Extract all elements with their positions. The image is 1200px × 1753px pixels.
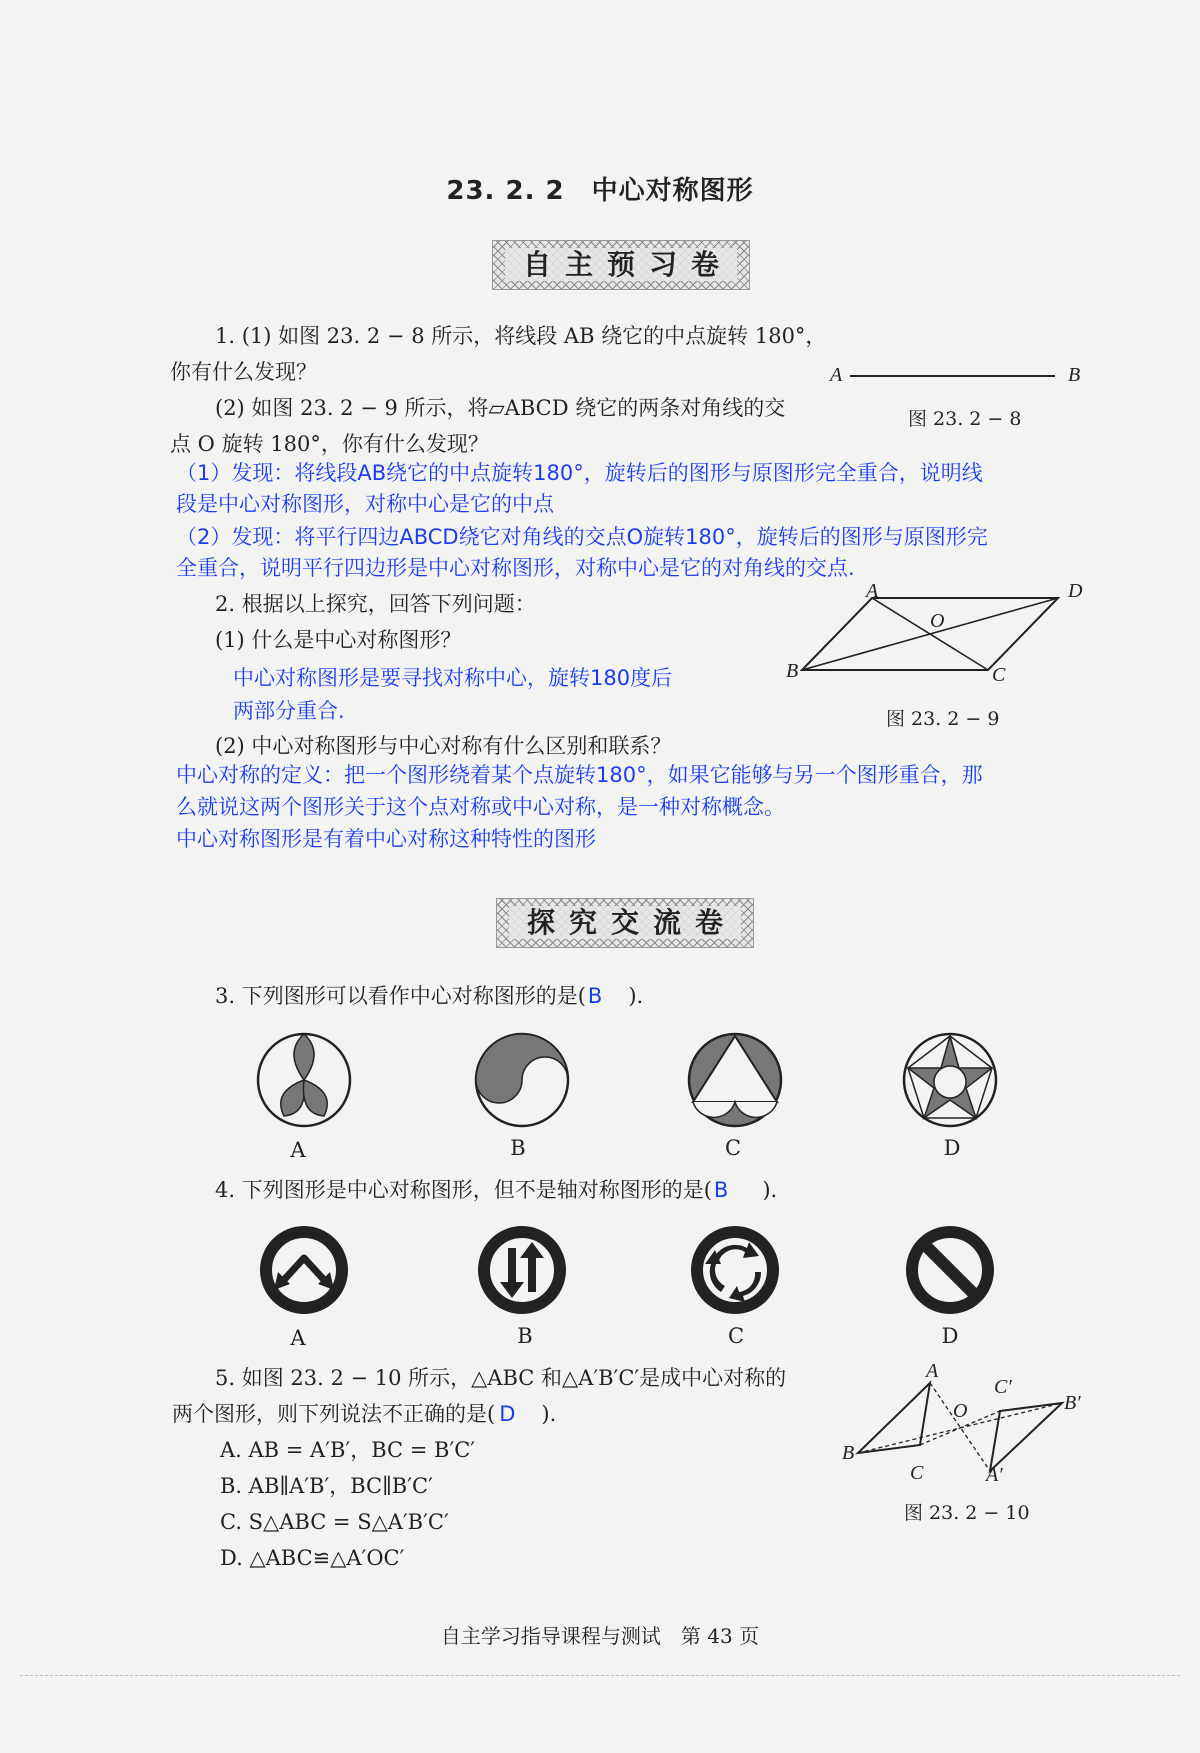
fig9-caption: 图 23. 2 − 9 bbox=[886, 708, 1000, 730]
q3-option-a-label: A bbox=[290, 1138, 306, 1162]
q2-line1: 2. 根据以上探究，回答下列问题： bbox=[215, 592, 536, 616]
q2-answer1b: 两部分重合. bbox=[233, 699, 345, 723]
q3-stem-after: ). bbox=[628, 984, 644, 1008]
q1-line2: 你有什么发现？ bbox=[170, 360, 317, 384]
q3-option-a-figure bbox=[254, 1030, 354, 1130]
q3-option-c-figure bbox=[685, 1030, 785, 1130]
q1-answer-2b: 全重合，说明平行四边形是中心对称图形，对称中心是它的对角线的交点. bbox=[176, 556, 855, 580]
q2-sub2: (2) 中心对称图形与中心对称有什么区别和联系？ bbox=[215, 734, 672, 758]
q4-stem bbox=[215, 1172, 777, 1208]
fig10-label-a1: A′ bbox=[986, 1464, 1003, 1486]
q4-option-a-label: A bbox=[290, 1326, 306, 1350]
q5-answer: D bbox=[499, 1402, 516, 1426]
q4-answer: B bbox=[713, 1178, 729, 1202]
section-banner-explore bbox=[496, 898, 754, 948]
q4-stem-after: ). bbox=[762, 1178, 778, 1202]
fig9-label-c: C bbox=[992, 664, 1006, 686]
fig9-label-o: O bbox=[930, 610, 945, 632]
q5-option-b: B. AB∥A′B′，BC∥B′C′ bbox=[220, 1474, 433, 1498]
q1-answer-1a: （1）发现：将线段AB绕它的中点旋转180°，旋转后的图形与原图形完全重合，说明线 bbox=[176, 461, 983, 485]
q4-option-d-label: D bbox=[941, 1324, 959, 1348]
q4-option-b-figure bbox=[472, 1220, 572, 1320]
q5-option-a: A. AB = A′B′，BC = B′C′ bbox=[220, 1438, 476, 1462]
fig8-caption: 图 23. 2 − 8 bbox=[908, 408, 1022, 430]
fig9-label-a: A bbox=[866, 580, 879, 602]
triangle-a1b1c1 bbox=[990, 1403, 1062, 1471]
q3-stem-before: 3. 下列图形可以看作中心对称图形的是( bbox=[215, 984, 586, 1008]
fig10-label-c1: C′ bbox=[994, 1376, 1012, 1398]
q1-answer-2a: （2）发现：将平行四边ABCD绕它对角线的交点O旋转180°，旋转后的图形与原图形完 bbox=[176, 525, 988, 549]
bottom-divider bbox=[20, 1675, 1180, 1676]
page-footer: 自主学习指导课程与测试 第 43 页 bbox=[440, 1624, 760, 1648]
fig10-label-o: O bbox=[953, 1400, 968, 1422]
figure-23-2-10 bbox=[850, 1375, 1090, 1495]
q1-line3: (2) 如图 23. 2 − 9 所示，将▱ABCD 绕它的两条对角线的交 bbox=[215, 396, 786, 420]
fig8-label-a: A bbox=[830, 364, 843, 386]
q5-option-c: C. S△ABC = S△A′B′C′ bbox=[220, 1510, 449, 1534]
fig8-label-b: B bbox=[1068, 364, 1081, 386]
triangle-abc bbox=[858, 1383, 930, 1453]
q4-option-a-figure bbox=[254, 1220, 354, 1320]
q3-option-d-figure bbox=[900, 1030, 1000, 1130]
q2-answer2b: 么就说这两个图形关于这个点对称或中心对称，是一种对称概念。 bbox=[176, 795, 785, 819]
q4-option-d-figure bbox=[900, 1220, 1000, 1320]
page-title: 23. 2. 2 中心对称图形 bbox=[446, 176, 754, 206]
q3-option-d-label: D bbox=[943, 1136, 961, 1160]
q3-answer: B bbox=[587, 984, 603, 1008]
q4-option-b-label: B bbox=[517, 1324, 533, 1348]
q3-option-b-label: B bbox=[510, 1136, 526, 1160]
fig10-caption: 图 23. 2 − 10 bbox=[904, 1502, 1030, 1524]
q2-sub1: (1) 什么是中心对称图形？ bbox=[215, 628, 462, 652]
q4-option-c-label: C bbox=[727, 1324, 745, 1348]
q5-line1: 5. 如图 23. 2 − 10 所示，△ABC 和△A′B′C′是成中心对称的 bbox=[215, 1366, 787, 1390]
q3-option-b-figure bbox=[472, 1030, 572, 1130]
fig10-label-c: C bbox=[910, 1462, 924, 1484]
q5-option-d: D. △ABC≌△A′OC′ bbox=[220, 1546, 405, 1570]
q5-line2 bbox=[172, 1396, 556, 1432]
figure-23-2-8 bbox=[840, 366, 1100, 386]
q5-line2-after: ). bbox=[541, 1402, 557, 1426]
q1-answer-1b: 段是中心对称图形，对称中心是它的中点 bbox=[176, 492, 554, 516]
q3-option-c-label: C bbox=[724, 1136, 742, 1160]
q1-line4: 点 O 旋转 180°，你有什么发现？ bbox=[170, 432, 489, 456]
q5-line2-before: 两个图形，则下列说法不正确的是( bbox=[172, 1402, 496, 1426]
q1-line1: 1. (1) 如图 23. 2 − 8 所示，将线段 AB 绕它的中点旋转 180°， bbox=[215, 324, 827, 348]
fig10-label-b: B bbox=[842, 1442, 855, 1464]
fig9-label-d: D bbox=[1068, 580, 1083, 602]
figure-23-2-9 bbox=[790, 590, 1090, 690]
fig10-label-a: A bbox=[926, 1360, 939, 1382]
q4-stem-before: 4. 下列图形是中心对称图形，但不是轴对称图形的是( bbox=[215, 1178, 712, 1202]
section-banner-preview-label: 自主预习卷 bbox=[505, 248, 737, 281]
section-banner-preview bbox=[492, 240, 750, 290]
fig9-label-b: B bbox=[786, 660, 799, 682]
q2-answer2c: 中心对称图形是有着中心对称这种特性的图形 bbox=[176, 827, 596, 851]
q3-stem bbox=[215, 978, 643, 1014]
diagonal-bd bbox=[802, 598, 1058, 670]
q4-option-c-figure bbox=[685, 1220, 785, 1320]
q2-answer1a: 中心对称图形是要寻找对称中心，旋转180度后 bbox=[233, 666, 673, 690]
fig10-label-b1: B′ bbox=[1064, 1392, 1081, 1414]
q2-answer2a: 中心对称的定义：把一个图形绕着某个点旋转180°，如果它能够与另一个图形重合，那 bbox=[176, 763, 983, 787]
section-banner-explore-label: 探究交流卷 bbox=[509, 906, 741, 939]
